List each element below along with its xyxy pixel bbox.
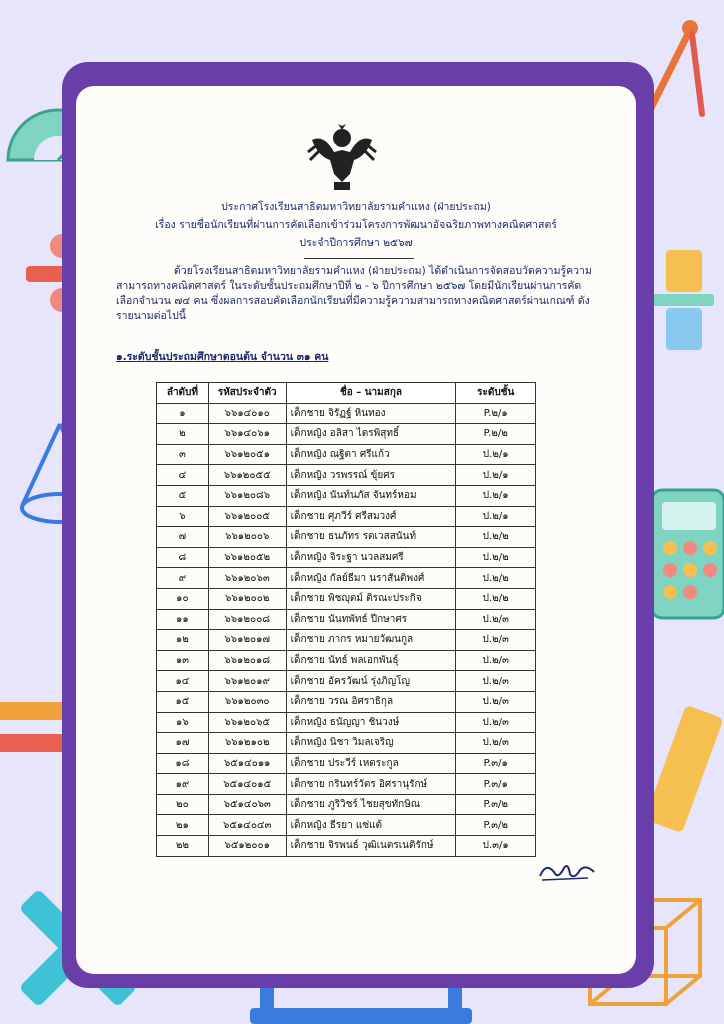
class-level: P.๓/๒ [456,815,536,836]
class-level: P.๒/๒ [456,424,536,445]
class-level: P.๒/๑ [456,403,536,424]
row-number: ๑๘ [157,753,209,774]
column-header: ชื่อ – นามสกุล [286,383,456,404]
student-name: เด็กหญิง ธีรยา แซ่แต้ [286,815,456,836]
student-name: เด็กชาย วรณ อิศราธิกุล [286,691,456,712]
student-name: เด็กหญิง ณฐิตา ศรีแก้ว [286,444,456,465]
class-level: ป.๒/๒ [456,588,536,609]
student-id: ๖๖๑๒๐๑๘ [208,650,286,671]
table-row [157,588,536,609]
table-row [157,650,536,671]
row-number: ๘ [157,547,209,568]
signature-mark [536,858,598,884]
student-id: ๖๖๑๒๐๐๒ [208,588,286,609]
student-id: ๖๖๑๒๐๕๒ [208,547,286,568]
table-row [157,836,536,857]
row-number: ๑๗ [157,733,209,754]
row-number: ๒๐ [157,794,209,815]
student-id: ๖๕๑๔๐๑๑ [208,753,286,774]
student-id: ๖๖๑๒๐๖๕ [208,712,286,733]
column-header: ระดับชั้น [456,383,536,404]
row-number: ๑๕ [157,691,209,712]
student-id: ๖๖๑๒๐๕๕ [208,465,286,486]
table-row [157,671,536,692]
student-name: เด็กชาย จิรัฏฐ์ หินทอง [286,403,456,424]
student-id: ๖๖๑๒๐๖๓ [208,568,286,589]
student-name: เด็กหญิง นันท์นภัส จันทร์หอม [286,485,456,506]
table-row [157,733,536,754]
class-level: P.๓/๑ [456,774,536,795]
class-level: ป.๓/๑ [456,836,536,857]
document-page [76,86,636,974]
student-id: ๖๖๑๒๐๘๖ [208,485,286,506]
student-id: ๖๕๑๔๐๑๕ [208,774,286,795]
row-number: ๒๑ [157,815,209,836]
body-paragraph: ด้วยโรงเรียนสาธิตมหาวิทยาลัยรามคำแหง (ฝ่ายประถม) ได้ดำเนินการจัดสอบวัดความรู้ความสามารถทางคณิตศาสตร์ ในระดับชั้นประถมศึกษาปีที่ ๒ - ๖ ปีการศึกษา ๒๕๖๗ โดยมีนักเรียนผ่านการคัดเลือกจำนวน ๗๔ คน ซึ่งผลการสอบคัดเลือกนักเรียนที่มีความรู้ความสามารถทางคณิตศาสตร์ผ่านเกณฑ์ ดังรายนามต่อไปนี้ [116,265,592,322]
student-id: ๖๖๑๒๐๐๖ [208,527,286,548]
table-row [157,547,536,568]
student-id: ๖๕๑๔๐๖๓ [208,794,286,815]
student-id: ๖๖๑๔๐๑๐ [208,403,286,424]
class-level: ป.๒/๒ [456,527,536,548]
header-line-3: ประจำปีการศึกษา ๒๕๖๗ [299,237,413,249]
table-row [157,444,536,465]
table-row [157,691,536,712]
header-line-2: เรื่อง รายชื่อนักเรียนที่ผ่านการคัดเลือกเข้าร่วมโครงการพัฒนาอัจฉริยภาพทางคณิตศาสตร์ [155,219,557,231]
student-name: เด็กหญิง ธนัญญา ชินวงษ์ [286,712,456,733]
table-row [157,794,536,815]
student-table [156,382,536,857]
row-number: ๑๔ [157,671,209,692]
row-number: ๓ [157,444,209,465]
row-number: ๑๐ [157,588,209,609]
header-divider [304,258,414,259]
student-name: เด็กชาย พิชญุตม์ ติรณะประกิจ [286,588,456,609]
class-level: ป.๒/๓ [456,630,536,651]
row-number: ๗ [157,527,209,548]
class-level: ป.๒/๓ [456,691,536,712]
student-name: เด็กชาย ศุภวีร์ ศรีสมวงศ์ [286,506,456,527]
student-name: เด็กหญิง นิชา วิมลเจริญ [286,733,456,754]
student-name: เด็กหญิง อลิสา ไตรพิสุทธิ์ [286,424,456,445]
class-level: ป.๒/๑ [456,485,536,506]
table-body [157,403,536,856]
row-number: ๑๖ [157,712,209,733]
student-name: เด็กชาย จิรพนธ์ วุฒิเนตรเนติรักษ์ [286,836,456,857]
class-level: ป.๒/๓ [456,650,536,671]
table-row [157,753,536,774]
class-level: P.๓/๒ [456,794,536,815]
row-number: ๖ [157,506,209,527]
student-id: ๖๖๑๒๐๑๗ [208,630,286,651]
table-row [157,465,536,486]
student-id: ๖๖๑๔๐๖๑ [208,424,286,445]
class-level: ป.๒/๓ [456,671,536,692]
header-line-1: ประกาศโรงเรียนสาธิตมหาวิทยาลัยรามคำแหง (ฝ่ายประถม) [221,201,491,213]
column-header: ลำดับที่ [157,383,209,404]
column-header: รหัสประจำตัว [208,383,286,404]
table-row [157,485,536,506]
student-id: ๖๖๑๒๐๑๙ [208,671,286,692]
student-name: เด็กหญิง วรพรรณ์ ขุ้ยศร [286,465,456,486]
student-name: เด็กชาย ธนภัทร รตเวสสนันท์ [286,527,456,548]
student-id: ๖๕๑๒๐๐๑ [208,836,286,857]
row-number: ๒๒ [157,836,209,857]
row-number: ๑๑ [157,609,209,630]
table-row [157,774,536,795]
class-level: ป.๒/๓ [456,733,536,754]
student-name: เด็กชาย ประวีร์ เหตระกูล [286,753,456,774]
table-row [157,403,536,424]
student-name: เด็กชาย นันทพัทธ์ ปีกษาศร [286,609,456,630]
student-name: เด็กชาย นัทธ์ พลเอกพันธุ์ [286,650,456,671]
row-number: ๔ [157,465,209,486]
class-level: ป.๒/๓ [456,609,536,630]
calculator-icon [648,486,724,622]
student-id: ๖๖๑๒๐๕๑ [208,444,286,465]
student-name: เด็กชาย อัครวัฒน์ รุ่งภิญโญ [286,671,456,692]
row-number: ๙ [157,568,209,589]
student-name: เด็กชาย ภากร หมายวัฒนกูล [286,630,456,651]
table-row [157,424,536,445]
class-level: P.๓/๑ [456,753,536,774]
fraction-icon [646,246,720,356]
student-name: เด็กชาย กรินทร์วัตร อิศรานุรักษ์ [286,774,456,795]
student-id: ๖๕๑๔๐๔๓ [208,815,286,836]
table-row [157,712,536,733]
student-id: ๖๖๑๒๑๐๒ [208,733,286,754]
row-number: ๕ [157,485,209,506]
section-title: ๑.ระดับชั้นประถมศึกษาตอนต้น จำนวน ๓๑ คน [116,351,329,363]
class-level: ป.๒/๒ [456,547,536,568]
class-level: ป.๒/๑ [456,465,536,486]
student-id: ๖๖๑๒๐๐๕ [208,506,286,527]
table-row [157,815,536,836]
table-row [157,506,536,527]
row-number: ๑ [157,403,209,424]
row-number: ๑๓ [157,650,209,671]
table-row [157,568,536,589]
table-row [157,527,536,548]
row-number: ๑๙ [157,774,209,795]
student-name: เด็กชาย ภูริวิชร์ ไชยสุขทักษิณ [286,794,456,815]
table-row [157,630,536,651]
class-level: ป.๒/๓ [456,712,536,733]
table-row [157,609,536,630]
class-level: ป.๒/๑ [456,506,536,527]
row-number: ๒ [157,424,209,445]
student-id: ๖๖๑๒๐๐๘ [208,609,286,630]
row-number: ๑๒ [157,630,209,651]
class-level: ป.๒/๑ [456,444,536,465]
student-name: เด็กหญิง กัลย์ธีมา นราสันติพงศ์ [286,568,456,589]
class-level: ป.๒/๒ [456,568,536,589]
student-id: ๖๖๑๒๐๓๐ [208,691,286,712]
garuda-emblem-icon [304,122,380,194]
student-name: เด็กหญิง จิระฐา นวลสมศรี [286,547,456,568]
table-header-row [157,383,536,404]
